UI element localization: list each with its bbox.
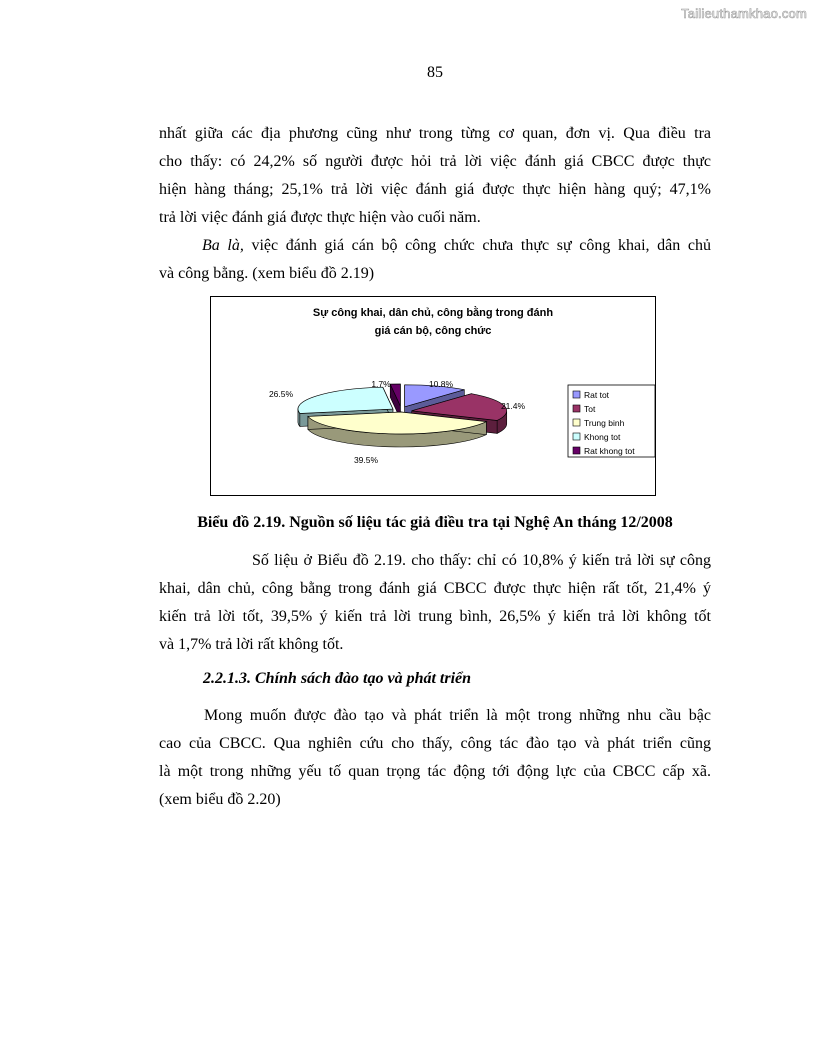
legend-swatch [573,419,580,426]
paragraph-1-line: cho thấy: có 24,2% số người được hỏi trả lời việc đánh giá CBCC được thực [159,153,711,170]
chart-title-line-2: giá cán bộ, công chức [374,325,492,337]
data-label: 10.8% [428,379,454,389]
legend-swatch [573,447,580,454]
legend-entry: Tot [584,404,596,414]
page-number: 85 [427,64,443,81]
paragraph-4-line: cao của CBCC. Qua nghiên cứu cho thấy, công tác đào tạo và phát triển cũng [159,735,711,752]
legend-swatch [573,391,580,398]
data-label: 39.5% [353,455,379,465]
paragraph-4 [159,702,711,814]
paragraph-3-line: Số liệu ở Biểu đồ 2.19. cho thấy: chỉ có 10,8% ý kiến trả lời sự công [252,552,711,569]
chart-title-line-1: Sự công khai, dân chủ, công bằng trong đánh [312,307,554,319]
data-label: 1.7% [371,379,391,389]
paragraph-3-line: khai, dân chủ, công bằng trong đánh giá CBCC được thực hiện rất tốt, 21,4% ý [159,580,711,597]
paragraph-2-line: và công bằng. (xem biểu đồ 2.19) [159,265,375,282]
pie-chart-svg [211,297,657,497]
paragraph-3-line: kiến trả lời tốt, 39,5% ý kiến trả lời trung bình, 26,5% ý kiến trả lời không tốt [159,608,711,625]
paragraph-4-line: (xem biểu đồ 2.20) [159,791,281,808]
legend-entry: Trung binh [584,418,625,428]
paragraph-2-line [159,232,711,260]
legend-swatch [573,433,580,440]
legend-swatch [573,405,580,412]
paragraph-3 [159,547,711,659]
legend-entry: Rat tot [584,390,610,400]
section-heading: 2.2.1.3. Chính sách đào tạo và phát triển [203,670,472,687]
legend-entry: Khong tot [584,432,621,442]
paragraph-1-line: hiện hàng tháng; 25,1% trả lời việc đánh giá được thực hiện hàng quý; 47,1% [159,181,711,198]
paragraph-2 [159,232,711,288]
data-label: 21.4% [500,401,526,411]
pie-chart [210,296,656,496]
paragraph-4-line: Mong muốn được đào tạo và phát triển là một trong những nhu cầu bậc [204,707,711,724]
paragraph-4-line: là một trong những yếu tố quan trọng tác động tới động lực của CBCC cấp xã. [159,763,711,780]
legend-entry: Rat khong tot [584,446,635,456]
paragraph-2-lead: Ba là, [202,237,244,254]
data-label: 26.5% [268,389,294,399]
paragraph-1 [159,120,711,232]
paragraph-1-line: nhất giữa các địa phương cũng như trong từng cơ quan, đơn vị. Qua điều tra [159,125,711,142]
figure-caption: Biểu đồ 2.19. Nguồn số liệu tác giả điều tra tại Nghệ An tháng 12/2008 [197,514,673,531]
watermark: Tailieuthamkhao.com [681,6,807,21]
paragraph-2-text: việc đánh giá cán bộ công chức chưa thực sự công khai, dân chủ [243,237,712,254]
paragraph-1-line: trả lời việc đánh giá được thực hiện vào cuối năm. [159,209,481,226]
paragraph-3-line: và 1,7% trả lời rất không tốt. [159,636,344,653]
